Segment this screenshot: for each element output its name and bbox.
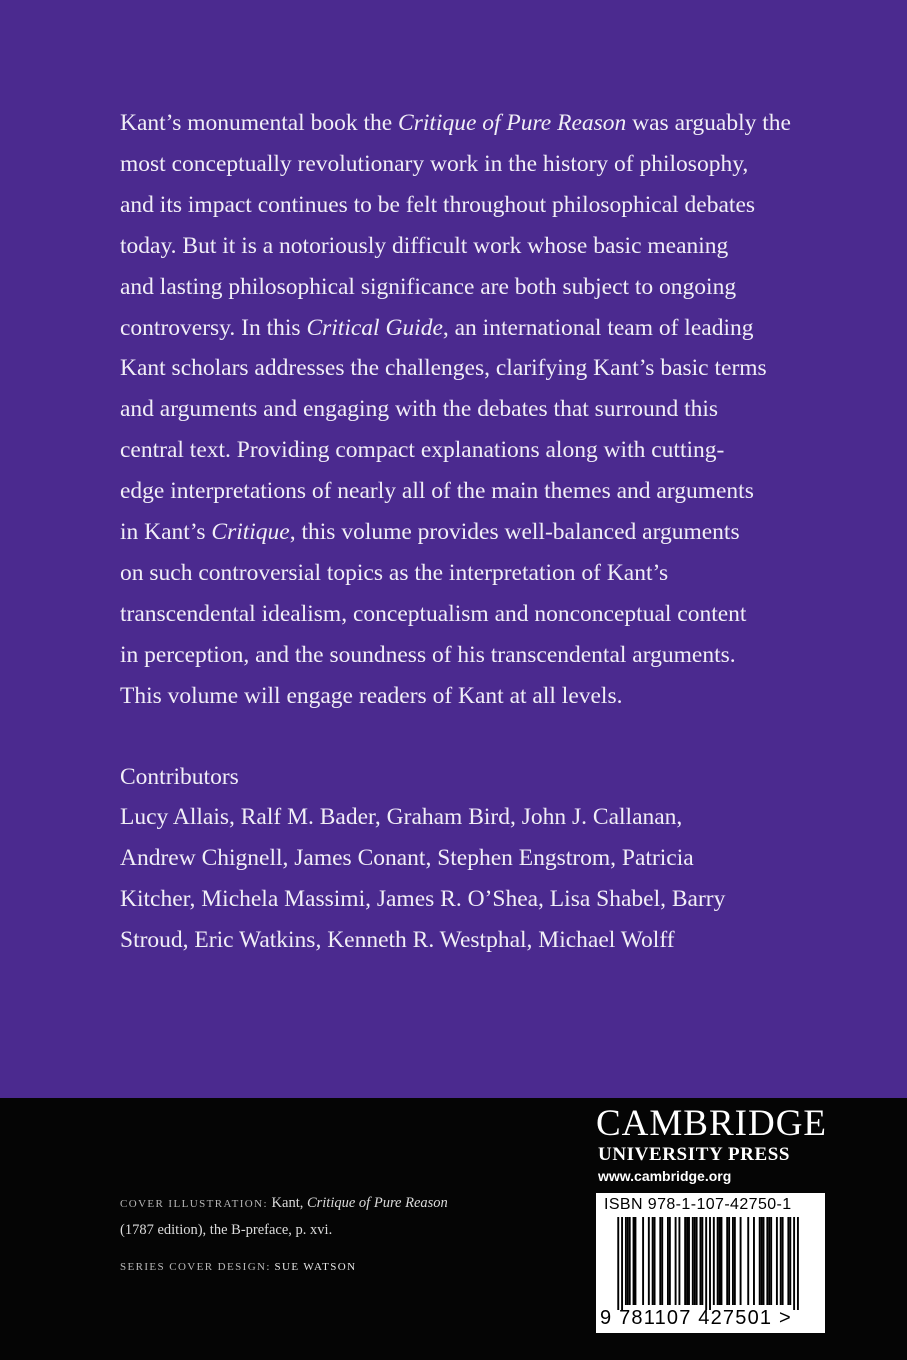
blurb-text: most conceptually revolutionary work in the history of philosophy, [120,150,749,177]
blurb-paragraph [120,103,810,717]
isbn-text: ISBN 978-1-107-42750-1 [604,1196,792,1213]
barcode-digits: 9 781107 427501 > [600,1307,792,1329]
barcode-bar [627,1217,629,1305]
barcode-bar [721,1217,723,1305]
barcode-bar [642,1217,644,1305]
barcode-bar [709,1217,711,1310]
blurb-text: , an international team of leading [442,314,754,341]
barcode-bar [793,1217,795,1310]
isbn-barcode [596,1193,825,1333]
barcode-bar [688,1217,690,1305]
blurb-line [120,512,810,553]
blurb-text: today. But it is a notoriously difficult work whose basic meaning [120,232,729,259]
cover-illustration-title: Critique of Pure Reason [306,1195,448,1211]
blurb-line [120,471,810,512]
barcode-bar [728,1217,730,1305]
contributors-line: Stroud, Eric Watkins, Kenneth R. Westphal, Michael Wolff [120,926,675,953]
barcode-bar [686,1217,688,1305]
barcode-bar [652,1217,654,1305]
blurb-line [120,594,810,635]
publisher-logo [596,1104,826,1186]
blurb-line [120,553,810,594]
barcode-bar [699,1217,701,1305]
blurb-italic-title: Critique [211,519,290,546]
barcode-bar [633,1217,635,1305]
blurb-text: on such controversial topics as the interpretation of Kant’s [120,559,669,586]
blurb-line [120,226,810,267]
barcode-bar [719,1217,721,1305]
barcode-bar [629,1217,631,1305]
blurb-text: Kant scholars addresses the challenges, clarifying Kant’s basic terms [120,355,767,382]
series-design-credit [120,1253,540,1280]
blurb-line [120,635,810,676]
blurb-line [120,103,810,144]
blurb-text: in perception, and the soundness of his transcendental arguments. [120,641,736,668]
cover-illustration-detail: (1787 edition), the B-preface, p. xvi. [120,1222,333,1238]
blurb-italic-title: Critical Guide [306,314,443,341]
barcode-bar [759,1217,761,1305]
barcode-bar [659,1217,661,1305]
barcode-bar [732,1217,734,1305]
barcode-bar [634,1217,636,1305]
contributors-line: Andrew Chignell, James Conant, Stephen Engstrom, Patricia [120,844,694,871]
blurb-text: edge interpretations of nearly all of the main themes and arguments [120,478,754,505]
blurb-text: and its impact continues to be felt throughout philosophical debates [120,191,756,218]
barcode-bar [648,1217,650,1305]
barcode-bar [678,1217,680,1305]
barcode-bar [692,1217,694,1305]
blurb-text: transcendental idealism, conceptualism and nonconceptual content [120,600,747,627]
barcode-bar [694,1217,696,1305]
cover-illustration-prefix: Kant, [271,1195,307,1211]
blurb-text: , this volume provides well-balanced arguments [289,519,740,546]
blurb-text: and lasting philosophical significance are both subject to ongoing [120,273,737,300]
blurb-text: central text. Providing compact explanations along with cutting- [120,437,725,464]
barcode-bar [669,1217,671,1305]
cover-illustration-label: COVER ILLUSTRATION: [120,1198,268,1210]
barcode-bar [705,1217,707,1310]
blurb-line [120,308,810,349]
blurb-line [120,676,810,717]
barcode-bar [797,1217,799,1310]
blurb-line [120,185,810,226]
barcode-bar [766,1217,768,1305]
blurb-line [120,144,810,185]
blurb-line [120,348,810,389]
blurb-text: controversy. In this [120,314,307,341]
cover-illustration-credit [120,1190,540,1217]
barcode-bar [789,1217,791,1305]
contributors-line: Kitcher, Michela Massimi, James R. O’Shea, Lisa Shabel, Barry [120,885,726,912]
blurb-line [120,389,810,430]
barcode-bar [753,1217,755,1305]
blurb-text: This volume will engage readers of Kant at all levels. [120,682,623,709]
series-design-label: SERIES COVER DESIGN: [120,1261,271,1273]
barcode-bar [787,1217,789,1305]
blurb-line [120,430,810,471]
contributors-line: Lucy Allais, Ralf M. Bader, Graham Bird, John J. Callanan, [120,804,683,830]
barcode-bar [684,1217,686,1305]
barcode-bar [625,1217,627,1305]
barcode-bars [602,1217,818,1310]
barcode-bar [782,1217,784,1305]
barcode-bar [621,1217,623,1310]
publisher-url: www.cambridge.org [598,1168,732,1184]
barcode-bar [701,1217,703,1305]
publisher-name: CAMBRIDGE [596,1103,828,1144]
barcode-bar [654,1217,656,1305]
barcode-bar [661,1217,663,1305]
barcode-bar [780,1217,782,1305]
barcode-bar [726,1217,728,1305]
blurb-text: in Kant’s [120,519,212,546]
barcode-bar [763,1217,765,1305]
barcode-bar [740,1217,742,1305]
blurb-text: Kant’s monumental book the [120,110,399,136]
barcode-bar [696,1217,698,1305]
barcode-bar [770,1217,772,1305]
blurb-text: and arguments and engaging with the debates that surround this [120,396,719,423]
barcode-bar [734,1217,736,1305]
barcode-bar [675,1217,677,1305]
contributors-list [120,797,810,961]
barcode-bar [717,1217,719,1305]
barcode-bar [747,1217,749,1305]
cover-credits [120,1190,540,1280]
publisher-subname: UNIVERSITY PRESS [598,1144,791,1165]
blurb-text: was arguably the [626,110,791,136]
barcode-bar [768,1217,770,1305]
blurb-italic-title: Critique of Pure Reason [398,110,627,136]
series-designer-name: SUE WATSON [274,1261,357,1273]
barcode-bar [776,1217,778,1305]
contributors-heading: Contributors [120,764,239,790]
barcode-bar [713,1217,715,1305]
barcode-bar [761,1217,763,1305]
blurb-line [120,267,810,308]
barcode-bar [617,1217,619,1310]
barcode-bar [667,1217,669,1305]
